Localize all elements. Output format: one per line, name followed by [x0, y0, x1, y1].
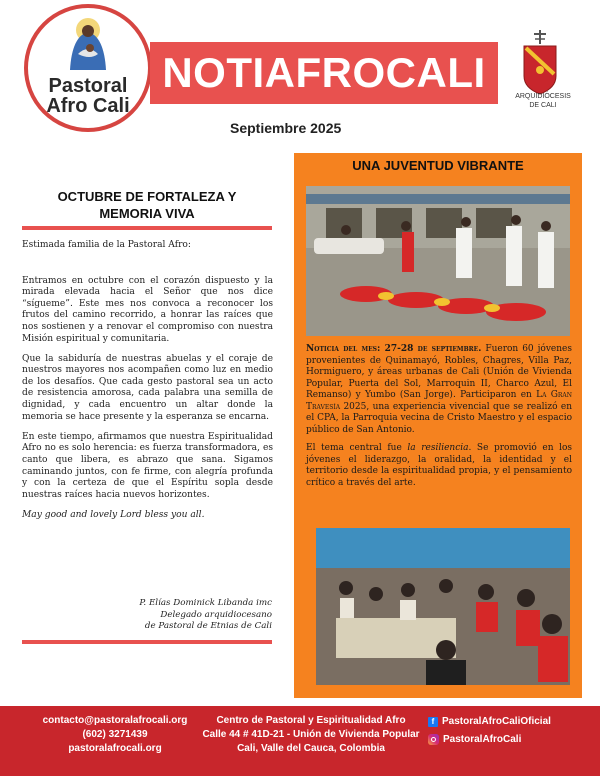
paragraph-3: En este tiempo, afirmamos que nuestra Espiritualidad Afro no es solo herencia: es fuerza transformadora, es canto que libera, es abrazo que sana. Sigamos caminando juntos, con fe firme, con alegría profunda y con la certeza de que el Espíritu sopla desde nuestras raíces hacia nuevos horizontes.: [22, 431, 273, 500]
news-lead: Noticia del mes: 27-28 de septiembre.: [306, 344, 482, 354]
signature-role-2: de Pastoral de Etnias de Cali: [144, 621, 272, 631]
divider-bottom: [22, 640, 272, 644]
signature-name: P. Elías Dominick Libanda imc: [139, 598, 272, 608]
footer-social: [428, 714, 598, 747]
archdiocese-line-2: DE CALI: [529, 102, 557, 109]
logo-line-1: Pastoral: [48, 75, 128, 97]
pastoral-logo: [24, 4, 152, 132]
instagram-link[interactable]: [428, 732, 598, 747]
footer-address: [200, 714, 422, 756]
theme-text-b: . Se promovió en los jóvenes el liderazgo, la oralidad, la identidad y el territorio desde la espiritualidad propia, y el pensamiento crítico a través del arte.: [306, 443, 572, 488]
blessing: May good and lovely Lord bless you all.: [22, 509, 205, 520]
footer-phone: (602) 3271439: [82, 729, 148, 740]
youth-group-photo: [316, 528, 570, 685]
left-title-line-1: OCTUBRE DE FORTALEZA Y: [57, 189, 237, 204]
news-text-b: , una experiencia vivencial que se realizó en el CPA, la Parroquia vecina de Cristo Maestro y el espacio público de San Antonio.: [306, 401, 572, 435]
logo-line-2: Afro Cali: [46, 95, 130, 117]
theme-text-a: El tema central fue: [306, 443, 408, 453]
footer-city: Cali, Valle del Cauca, Colombia: [237, 743, 385, 754]
newsletter-title: NOTIAFROCALI: [162, 49, 486, 96]
facebook-handle: PastoralAfroCaliOficial: [442, 715, 551, 727]
footer-email[interactable]: contacto@pastoralafrocali.org: [42, 715, 188, 726]
issue-date: Septiembre 2025: [230, 120, 342, 136]
archdiocese-crest-icon: [520, 28, 560, 98]
paragraph-1: Entramos en octubre con el corazón dispuesto y la mirada elevada hacia el Señor que nos dice “sígueme”. Este mes nos convoca a reconocer los frutos del camino recorrido, a honrar las raíces que nos sostienen y a renovar el compromiso con nuestra Misión espiritual y comunitaria.: [22, 275, 273, 344]
signature-role-1: Delegado arquidiocesano: [160, 609, 272, 620]
blessing-wrap: [22, 510, 273, 522]
paragraph-2: Que la sabiduría de nuestras abuelas y el coraje de nuestros mayores nos acompañen como luz en medio de los desafíos. Que cada gesto pastoral sea un acto de resistencia amorosa, cada palabra una semilla de dignidad, y cada encuentro un altar donde la memoria se hace presente y la esperanza se encarna.: [22, 353, 273, 422]
theme-word: la resiliencia: [407, 443, 469, 453]
right-article-body: [306, 344, 572, 496]
madonna-icon: [60, 14, 116, 70]
footer: [0, 706, 600, 776]
news-text-a: Fueron 60 jóvenes provenientes de Quinamayó, Robles, Chagres, Villa Paz, Hormiguero, y áreas urbanas de Cali (Unión de Vivienda Popular, Puerta del Sol, Marroquin II, Charco Azul, El Remanso) y Yumbo (San Jorge). Participaron en: [306, 344, 572, 400]
footer-contact: [30, 714, 200, 756]
footer-street: Calle 44 # 41D-21 - Unión de Vivienda Popular: [202, 729, 420, 740]
dance-photo: [306, 186, 570, 336]
divider: [22, 226, 272, 230]
facebook-link[interactable]: [428, 714, 598, 729]
archdiocese-line-1: ARQUIDIÓCESIS: [515, 93, 571, 100]
greeting: Estimada familia de la Pastoral Afro:: [22, 240, 191, 250]
footer-center-name: Centro de Pastoral y Espiritualidad Afro: [216, 715, 406, 726]
right-paragraph-2: [306, 443, 572, 489]
left-article-title: [22, 188, 272, 222]
facebook-icon: f: [428, 717, 438, 727]
title-banner: [150, 42, 498, 104]
event-name: La Gran Travesía 2025: [306, 390, 572, 412]
right-paragraph-1: [306, 344, 572, 436]
signature: [110, 598, 272, 633]
archdiocese-label: [498, 92, 588, 110]
instagram-handle: PastoralAfroCali: [443, 733, 522, 745]
footer-website[interactable]: pastoralafrocali.org: [68, 743, 162, 754]
left-title-line-2: MEMORIA VIVA: [99, 206, 195, 221]
left-article-body: [22, 240, 273, 530]
right-article-title: UNA JUVENTUD VIBRANTE: [352, 158, 524, 173]
instagram-icon: [428, 734, 439, 745]
